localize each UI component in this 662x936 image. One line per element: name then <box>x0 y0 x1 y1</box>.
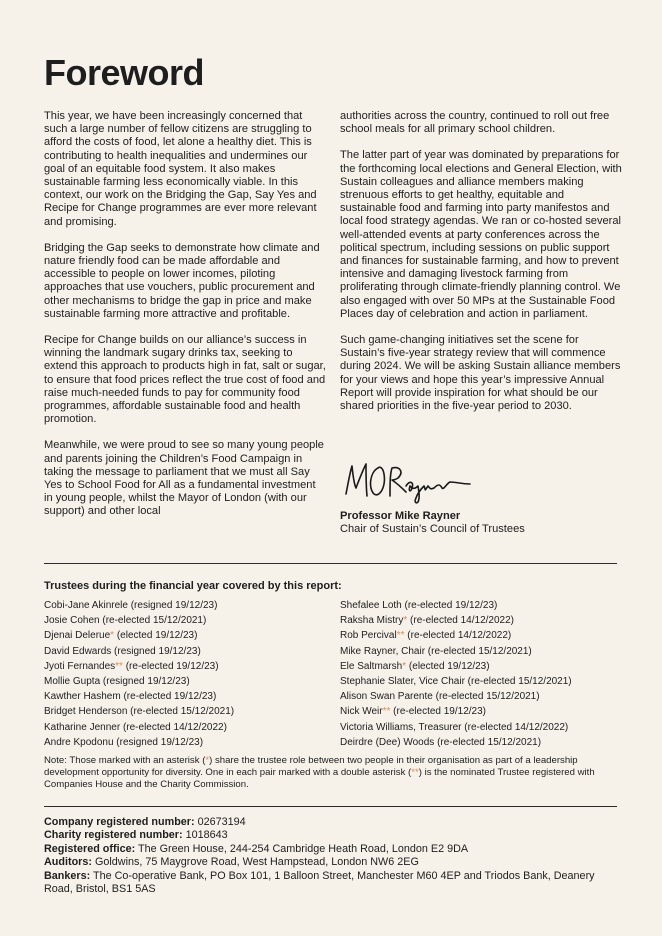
trustee-item: Stephanie Slater, Vice Chair (re-elected 15/12/2021) <box>340 676 572 688</box>
foreword-right-column <box>340 110 622 426</box>
trustee-item: David Edwards (resigned 19/12/23) <box>44 645 201 657</box>
trustee-item: Mollie Gupta (resigned 19/12/23) <box>44 676 190 688</box>
page-title: Foreword <box>44 52 205 93</box>
trustee-item: Nick Weir** (re-elected 19/12/23) <box>340 706 487 718</box>
charity-number: Charity registered number: 1018643 <box>44 829 228 842</box>
trustee-item: Mike Rayner, Chair (re-elected 15/12/2021) <box>340 645 532 657</box>
trustee-item: Shefalee Loth (re-elected 19/12/23) <box>340 600 498 611</box>
trustee-item: Katharine Jenner (re-elected 14/12/2022) <box>44 721 227 733</box>
trustee-item: Victoria Williams, Treasurer (re-elected 14/12/2022) <box>340 721 569 733</box>
trustee-item: Cobi-Jane Akinrele (resigned 19/12/23) <box>44 600 218 611</box>
signatory-name: Professor Mike Rayner <box>340 510 461 522</box>
registered-office: Registered office: The Green House, 244-254 Cambridge Heath Road, London E2 9DA <box>44 842 469 855</box>
company-details <box>44 816 617 896</box>
paragraph: authorities across the country, continued to roll out free school meals for all primary school children. <box>340 110 610 136</box>
paragraph: Such game-changing initiatives set the scene for Sustain’s five-year strategy review that will commence during 2024. We will be asking Sustain alliance members for your views and hope this year’s impressive Annual Report will provide inspiration for what should be our shared priorities in the five-year period to 2030. <box>340 334 621 413</box>
handwritten-signature <box>340 458 480 506</box>
trustees-heading: Trustees during the financial year covered by this report: <box>44 580 342 592</box>
trustee-item: Rob Percival** (re-elected 14/12/2022) <box>340 630 512 642</box>
trustee-list-left <box>44 598 334 750</box>
trustee-item: Djenai Delerue* (elected 19/12/23) <box>44 630 198 642</box>
trustee-item: Raksha Mistry* (re-elected 14/12/2022) <box>340 615 514 627</box>
signatory-role: Chair of Sustain’s Council of Trustees <box>340 523 525 536</box>
divider <box>44 806 617 807</box>
paragraph: Meanwhile, we were proud to see so many young people and parents joining the Children’s Food Campaign in taking the message to parliament that we must all Say Yes to School Food for All as a fundamental investment in young people, whilst the Mayor of London (with our support) and other local <box>44 439 324 518</box>
paragraph: This year, we have been increasingly concerned that such a large number of fellow citizens are struggling to afford the costs of food, let alone a healthy diet. This is contributing to health inequalities and undermines our goal of an equitable food system. It also makes sustainable farming less economically viable. In this context, our work on the Bridging the Gap, Say Yes and Recipe for Change programmes are ever more relevant and promising. <box>44 110 317 228</box>
trustee-item: Andre Kpodonu (resigned 19/12/23) <box>44 736 204 748</box>
signature-block <box>340 458 622 536</box>
company-number: Company registered number: 02673194 <box>44 816 246 828</box>
paragraph: Bridging the Gap seeks to demonstrate how climate and nature friendly food can be made affordable and accessible to people on lower incomes, piloting approaches that use vouchers, public procurement and other mechanisms to bridge the gap in price and make sustainable farming more attractive and profitable. <box>44 241 320 320</box>
trustee-item: Jyoti Fernandes** (re-elected 19/12/23) <box>44 660 219 672</box>
bankers: Bankers: The Co-operative Bank, PO Box 101, 1 Balloon Street, Manchester M60 4EP and Triodos Bank, Deanery Road, Bristol, BS1 5AS <box>44 869 595 896</box>
trustee-item: Deirdre (Dee) Woods (re-elected 15/12/2021) <box>340 736 542 748</box>
foreword-left-column <box>44 110 326 532</box>
paragraph: Recipe for Change builds on our alliance’s success in winning the landmark sugary drinks tax, seeking to extend this approach to products high in fat, salt or sugar, to ensure that food prices reflect the true cost of food and raise much-needed funds to pay for community food programmes, affordable sustainable food and health promotion. <box>44 334 326 426</box>
trustee-item: Ele Saltmarsh* (elected 19/12/23) <box>340 660 490 672</box>
trustee-list-right <box>340 598 630 750</box>
trustee-item: Kawther Hashem (re-elected 19/12/23) <box>44 691 217 703</box>
trustee-item: Josie Cohen (re-elected 15/12/2021) <box>44 615 207 627</box>
trustee-note: Note: Those marked with an asterisk (*) share the trustee role between two people in their organisation as part of a leadership development opportunity for diversity. One in each pair marked with a double asterisk (**) is the nominated Trustee registered with Companies House and the Charity Commission. <box>44 755 595 790</box>
trustee-item: Bridget Henderson (re-elected 15/12/2021) <box>44 706 235 718</box>
paragraph: The latter part of year was dominated by preparations for the forthcoming local elections and General Election, with Sustain colleagues and alliance members making strenuous efforts to get healthy, equitable and sustainable food and farming into party manifestos and local food strategy agendas. We ran or co-hosted several well-attended events at party conferences across the political spectrum, including sessions on public support and finances for sustainable farming, and how to prevent intensive and damaging livestock farming from proliferating through climate-friendly planning control. We also engaged with over 50 MPs at the Sustainable Food Places day of celebration and action in parliament. <box>340 149 622 320</box>
divider <box>44 563 617 564</box>
auditors: Auditors: Goldwins, 75 Maygrove Road, West Hampstead, London NW6 2EG <box>44 856 419 869</box>
trustee-item: Alison Swan Parente (re-elected 15/12/2021) <box>340 691 540 703</box>
